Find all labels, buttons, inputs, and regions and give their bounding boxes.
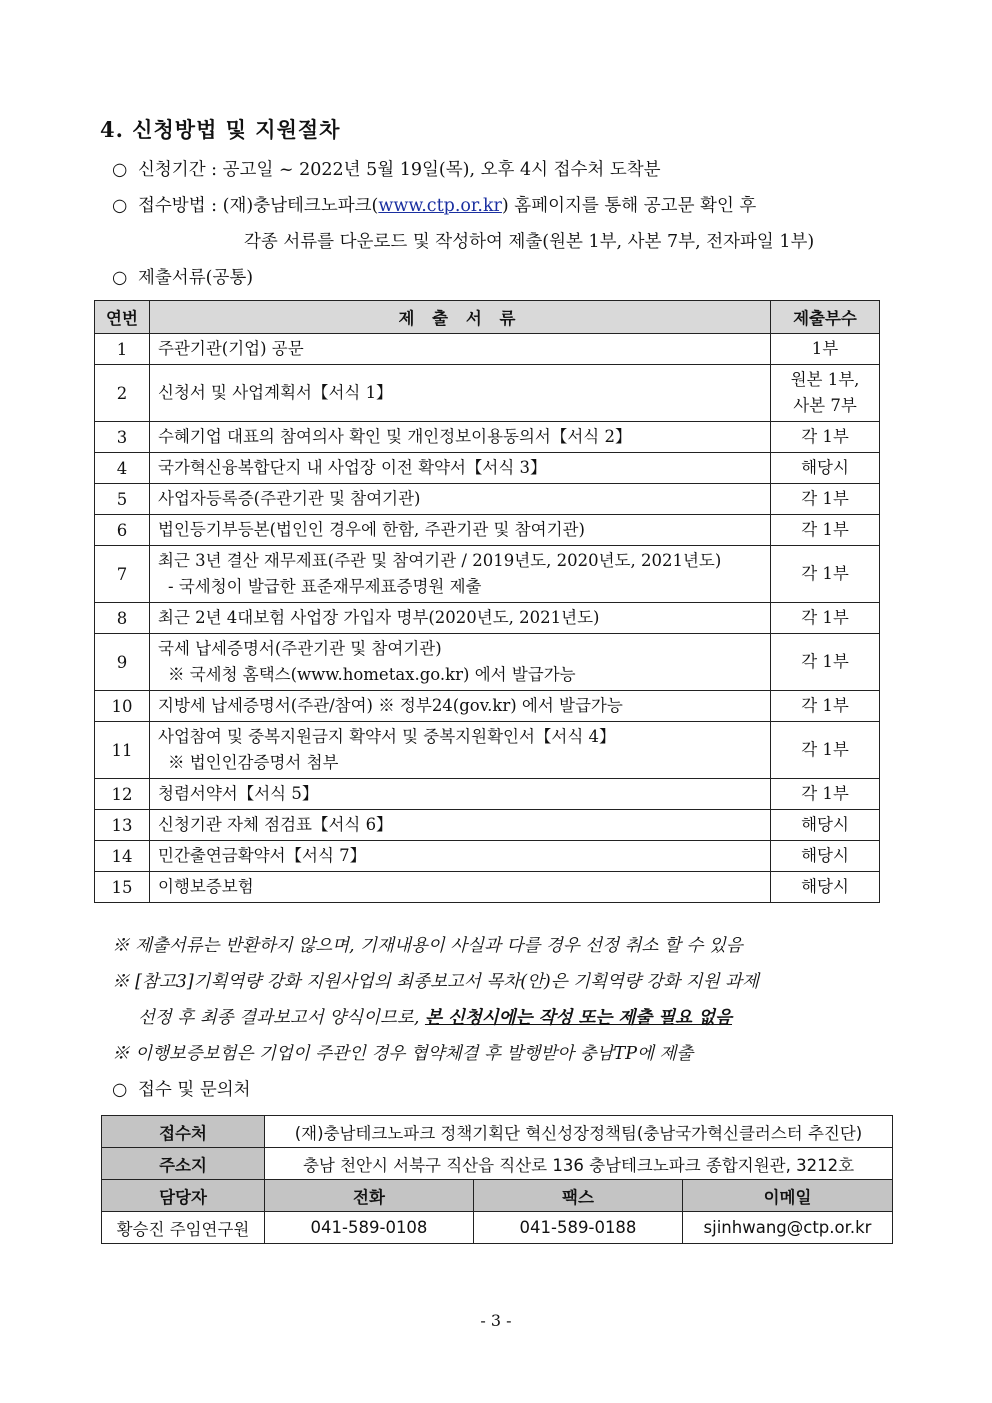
document-name bbox=[150, 515, 771, 546]
copy-count bbox=[771, 872, 880, 903]
document-name bbox=[150, 872, 771, 903]
copy-count-line: 각 1부 bbox=[801, 608, 849, 627]
copy-count-line: 각 1부 bbox=[801, 564, 849, 583]
table-row bbox=[95, 779, 880, 810]
copy-count bbox=[771, 515, 880, 546]
copy-count bbox=[771, 841, 880, 872]
document-name bbox=[150, 484, 771, 515]
table-row bbox=[95, 722, 880, 779]
method-suffix: ) 홈페이지를 통해 공고문 확인 후 bbox=[501, 196, 757, 216]
document-note-line: ※ 국세청 홈택스(www.hometax.go.kr) 에서 발급가능 bbox=[168, 665, 576, 684]
document-name bbox=[150, 722, 771, 779]
docs-label bbox=[112, 264, 253, 289]
document-name-line: 민간출연금확약서【서식 7】 bbox=[158, 846, 367, 865]
document-name bbox=[150, 365, 771, 422]
row-number: 8 bbox=[95, 603, 150, 634]
document-name bbox=[150, 546, 771, 603]
copy-count-line: 해당시 bbox=[801, 458, 849, 477]
row-number: 11 bbox=[95, 722, 150, 779]
copy-count bbox=[771, 334, 880, 365]
documents-table bbox=[94, 300, 880, 903]
ctp-website-link[interactable]: www.ctp.or.kr bbox=[378, 196, 502, 216]
document-name bbox=[150, 779, 771, 810]
copy-count-line: 사본 7부 bbox=[793, 396, 857, 415]
document-name-line: 사업자등록증(주관기관 및 참여기관) bbox=[158, 489, 421, 508]
row-number: 4 bbox=[95, 453, 150, 484]
method-line bbox=[112, 192, 892, 217]
copy-count-line: 해당시 bbox=[801, 815, 849, 834]
copy-count bbox=[771, 634, 880, 691]
contact-table bbox=[101, 1115, 893, 1244]
table-header-row bbox=[95, 301, 880, 334]
method-prefix: 접수방법 : (재)충남테크노파크( bbox=[138, 196, 379, 216]
period-text: 신청기간 : 공고일 ~ 2022년 5월 19일(목), 오후 4시 접수처 도착분 bbox=[138, 160, 661, 180]
copy-count-line: 각 1부 bbox=[801, 652, 849, 671]
copy-count-line: 각 1부 bbox=[801, 784, 849, 803]
contact-row-office bbox=[102, 1116, 893, 1148]
row-number: 13 bbox=[95, 810, 150, 841]
document-note-line: - 국세청이 발급한 표준재무제표증명원 제출 bbox=[168, 577, 482, 596]
copy-count bbox=[771, 810, 880, 841]
document-name bbox=[150, 453, 771, 484]
note-2: ※ [참고3]기획역량 강화 지원사업의 최종보고서 목차(안)은 기획역량 강화 지원 과제 bbox=[112, 972, 759, 992]
document-name-line: 이행보증보험 bbox=[158, 877, 254, 896]
document-name bbox=[150, 691, 771, 722]
document-name-line: 국세 납세증명서(주관기관 및 참여기관) bbox=[158, 639, 442, 658]
phone-value: 041-589-0108 bbox=[265, 1212, 474, 1244]
document-name bbox=[150, 422, 771, 453]
copy-count bbox=[771, 484, 880, 515]
document-name bbox=[150, 603, 771, 634]
document-name-line: 최근 3년 결산 재무제표(주관 및 참여기관 / 2019년도, 2020년도, 2021년도) bbox=[158, 551, 722, 570]
row-number: 2 bbox=[95, 365, 150, 422]
copy-count-line: 원본 1부, bbox=[790, 370, 860, 389]
table-row bbox=[95, 334, 880, 365]
email-value[interactable]: sjinhwang@ctp.or.kr bbox=[683, 1212, 893, 1244]
copy-count-line: 각 1부 bbox=[801, 427, 849, 446]
document-name-line: 신청서 및 사업계획서【서식 1】 bbox=[158, 383, 393, 402]
copy-count-line: 각 1부 bbox=[801, 740, 849, 759]
document-name-line: 사업참여 및 중복지원금지 확약서 및 중복지원확인서【서식 4】 bbox=[158, 727, 616, 746]
address-value: 충남 천안시 서북구 직산읍 직산로 136 충남테크노파크 종합지원관, 3212호 bbox=[265, 1148, 893, 1180]
copy-count-line: 해당시 bbox=[801, 846, 849, 865]
col-no-header: 연번 bbox=[95, 301, 150, 334]
note-1: ※ 제출서류는 반환하지 않으며, 기재내용이 사실과 다를 경우 선정 취소 할 수 있음 bbox=[112, 936, 743, 956]
copy-count-line: 각 1부 bbox=[801, 489, 849, 508]
copy-count-line: 각 1부 bbox=[801, 696, 849, 715]
copy-count bbox=[771, 546, 880, 603]
document-name-line: 지방세 납세증명서(주관/참여) ※ 정부24(gov.kr) 에서 발급가능 bbox=[158, 696, 623, 715]
document-name bbox=[150, 634, 771, 691]
copy-count bbox=[771, 779, 880, 810]
document-name-line: 청렴서약서【서식 5】 bbox=[158, 784, 319, 803]
table-row bbox=[95, 484, 880, 515]
row-number: 5 bbox=[95, 484, 150, 515]
row-number: 3 bbox=[95, 422, 150, 453]
person-value: 황승진 주임연구원 bbox=[102, 1212, 265, 1244]
copy-count bbox=[771, 691, 880, 722]
note-2-emphasis: 본 신청시에는 작성 또는 제출 필요 없음 bbox=[424, 1008, 732, 1028]
contact-label-text: 접수 및 문의처 bbox=[138, 1080, 251, 1100]
document-name-line: 신청기관 자체 점검표【서식 6】 bbox=[158, 815, 393, 834]
table-row bbox=[95, 841, 880, 872]
note-3: ※ 이행보증보험은 기업이 주관인 경우 협약체결 후 발행받아 충남TP에 제출 bbox=[112, 1044, 694, 1064]
document-name-line: 최근 2년 4대보험 사업장 가입자 명부(2020년도, 2021년도) bbox=[158, 608, 600, 627]
note-2-text: 선정 후 최종 결과보고서 양식이므로, bbox=[138, 1008, 425, 1028]
table-row bbox=[95, 603, 880, 634]
row-number: 15 bbox=[95, 872, 150, 903]
fax-label: 팩스 bbox=[474, 1180, 683, 1212]
row-number: 12 bbox=[95, 779, 150, 810]
table-row bbox=[95, 810, 880, 841]
email-label: 이메일 bbox=[683, 1180, 893, 1212]
table-row bbox=[95, 634, 880, 691]
copy-count-line: 1부 bbox=[811, 339, 839, 358]
docs-label-text: 제출서류(공통) bbox=[138, 268, 254, 288]
document-note-line: ※ 법인인감증명서 첨부 bbox=[168, 753, 339, 772]
table-row bbox=[95, 691, 880, 722]
contact-label bbox=[112, 1076, 251, 1101]
table-row bbox=[95, 365, 880, 422]
document-name bbox=[150, 334, 771, 365]
row-number: 10 bbox=[95, 691, 150, 722]
bullet-icon: ○ bbox=[112, 196, 128, 216]
document-name-line: 수혜기업 대표의 참여의사 확인 및 개인정보이용동의서【서식 2】 bbox=[158, 427, 632, 446]
table-row bbox=[95, 453, 880, 484]
table-row bbox=[95, 872, 880, 903]
contact-row-headers bbox=[102, 1180, 893, 1212]
section-heading: 4. 신청방법 및 지원절차 bbox=[100, 117, 341, 142]
row-number: 14 bbox=[95, 841, 150, 872]
document-name-line: 국가혁신융복합단지 내 사업장 이전 확약서【서식 3】 bbox=[158, 458, 547, 477]
copy-count bbox=[771, 365, 880, 422]
table-row bbox=[95, 515, 880, 546]
document-name-line: 주관기관(기업) 공문 bbox=[158, 339, 304, 358]
copy-count bbox=[771, 722, 880, 779]
office-label: 접수처 bbox=[102, 1116, 265, 1148]
contact-row-address bbox=[102, 1148, 893, 1180]
document-name-line: 법인등기부등본(법인인 경우에 한함, 주관기관 및 참여기관) bbox=[158, 520, 585, 539]
row-number: 1 bbox=[95, 334, 150, 365]
contact-row-values bbox=[102, 1212, 893, 1244]
copy-count bbox=[771, 603, 880, 634]
address-label: 주소지 bbox=[102, 1148, 265, 1180]
bullet-icon: ○ bbox=[112, 1080, 128, 1100]
office-value: (재)충남테크노파크 정책기획단 혁신성장정책팀(충남국가혁신클러스터 추진단) bbox=[265, 1116, 893, 1148]
row-number: 7 bbox=[95, 546, 150, 603]
row-number: 9 bbox=[95, 634, 150, 691]
period-line bbox=[112, 156, 661, 181]
person-label: 담당자 bbox=[102, 1180, 265, 1212]
method-line-2: 각종 서류를 다운로드 및 작성하여 제출(원본 1부, 사본 7부, 전자파일 1부) bbox=[244, 232, 815, 252]
row-number: 6 bbox=[95, 515, 150, 546]
copy-count bbox=[771, 422, 880, 453]
table-row bbox=[95, 546, 880, 603]
copy-count bbox=[771, 453, 880, 484]
fax-value: 041-589-0188 bbox=[474, 1212, 683, 1244]
col-docs-header: 제 출 서 류 bbox=[150, 301, 771, 334]
copy-count-line: 각 1부 bbox=[801, 520, 849, 539]
note-2-cont bbox=[138, 1004, 732, 1029]
col-count-header: 제출부수 bbox=[771, 301, 880, 334]
bullet-icon: ○ bbox=[112, 160, 128, 180]
table-row bbox=[95, 422, 880, 453]
document-name bbox=[150, 810, 771, 841]
phone-label: 전화 bbox=[265, 1180, 474, 1212]
page-number: - 3 - bbox=[480, 1311, 512, 1330]
bullet-icon: ○ bbox=[112, 268, 128, 288]
copy-count-line: 해당시 bbox=[801, 877, 849, 896]
document-name bbox=[150, 841, 771, 872]
